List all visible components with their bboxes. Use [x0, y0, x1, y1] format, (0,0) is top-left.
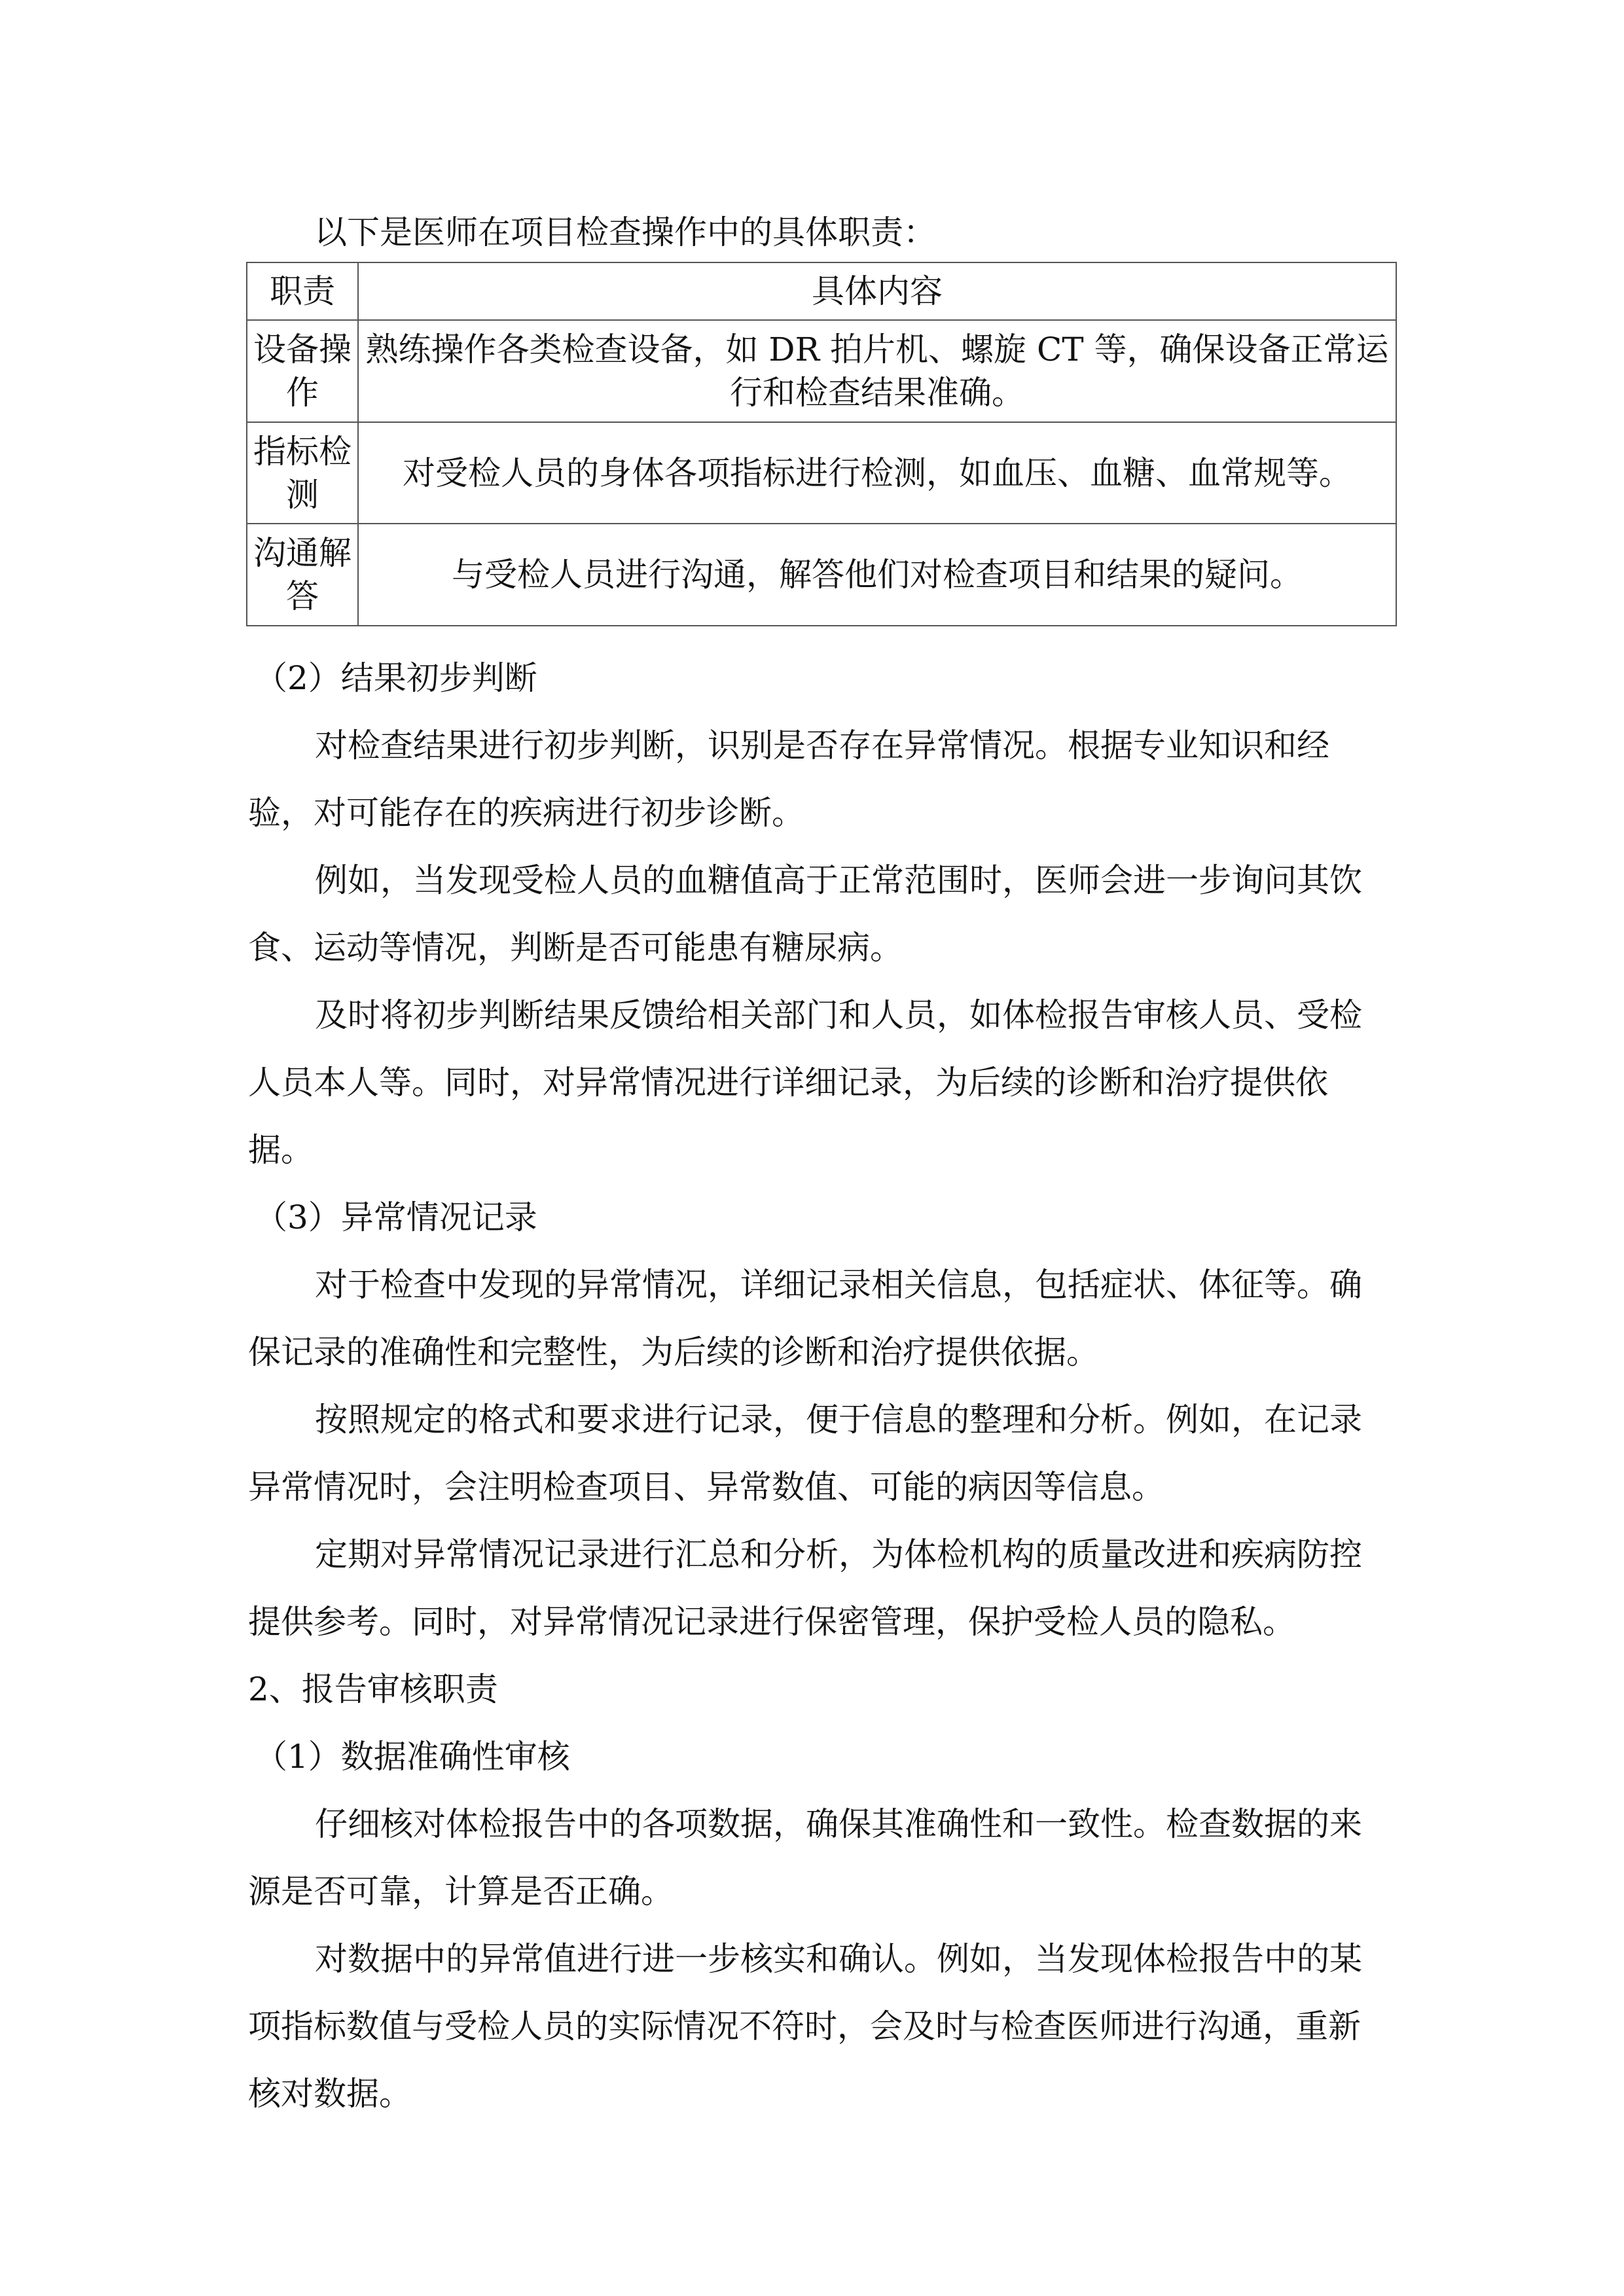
paragraph-line: 提供参考。同时，对异常情况记录进行保密管理，保护受检人员的隐私。 — [248, 1603, 1295, 1641]
content-cell: 熟练操作各类检查设备，如 DR 拍片机、螺旋 CT 等，确保设备正常运行和检查结果准确。 — [358, 320, 1396, 422]
paragraph-line: 验，对可能存在的疾病进行初步诊断。 — [248, 794, 804, 832]
paragraph-line: 仔细核对体检报告中的各项数据，确保其准确性和一致性。检查数据的来 — [315, 1805, 1362, 1843]
paragraph-line: 食、运动等情况，判断是否可能患有糖尿病。 — [248, 929, 903, 967]
section-heading: （1）数据准确性审核 — [255, 1738, 570, 1776]
paragraph-line: 保记录的准确性和完整性，为后续的诊断和治疗提供依据。 — [248, 1333, 1099, 1371]
paragraph-line: 源是否可靠，计算是否正确。 — [248, 1873, 674, 1910]
paragraph-line: 人员本人等。同时，对异常情况进行详细记录，为后续的诊断和治疗提供依 — [248, 1064, 1328, 1102]
section-heading: （2）结果初步判断 — [255, 659, 537, 697]
paragraph-line: 例如，当发现受检人员的血糖值高于正常范围时，医师会进一步询问其饮 — [315, 861, 1362, 899]
paragraph-line: 核对数据。 — [248, 2075, 412, 2113]
paragraph-line: 按照规定的格式和要求进行记录，便于信息的整理和分析。例如，在记录 — [315, 1401, 1362, 1439]
paragraph-line: 对于检查中发现的异常情况，详细记录相关信息，包括症状、体征等。确 — [315, 1266, 1362, 1304]
table-row — [247, 524, 1396, 626]
section-heading: 2、报告审核职责 — [248, 1670, 498, 1708]
paragraph-line: 及时将初步判断结果反馈给相关部门和人员，如体检报告审核人员、受检 — [315, 996, 1362, 1034]
role-cell: 指标检测 — [247, 422, 358, 524]
paragraph-line: 据。 — [248, 1131, 314, 1169]
header-role: 职责 — [247, 262, 358, 320]
role-cell: 设备操作 — [247, 320, 358, 422]
paragraph-line: 异常情况时，会注明检查项目、异常数值、可能的病因等信息。 — [248, 1468, 1164, 1506]
content-cell: 对受检人员的身体各项指标进行检测，如血压、血糖、血常规等。 — [358, 422, 1396, 524]
paragraph-line: 定期对异常情况记录进行汇总和分析，为体检机构的质量改进和疾病防控 — [315, 1535, 1362, 1573]
paragraph-line: 对数据中的异常值进行进一步核实和确认。例如，当发现体检报告中的某 — [315, 1940, 1362, 1978]
duties-table — [246, 262, 1397, 626]
paragraph-line: 对检查结果进行初步判断，识别是否存在异常情况。根据专业知识和经 — [315, 726, 1329, 764]
section-heading: （3）异常情况记录 — [255, 1198, 537, 1236]
intro-text: 以下是医师在项目检查操作中的具体职责： — [314, 213, 936, 251]
content-cell: 与受检人员进行沟通，解答他们对检查项目和结果的疑问。 — [358, 524, 1396, 626]
table-header-row — [247, 262, 1396, 320]
paragraph-line: 项指标数值与受检人员的实际情况不符时，会及时与检查医师进行沟通，重新 — [248, 2007, 1361, 2045]
header-content: 具体内容 — [358, 262, 1396, 320]
document-body — [248, 645, 1390, 2128]
table-row — [247, 320, 1396, 422]
table-row — [247, 422, 1396, 524]
role-cell: 沟通解答 — [247, 524, 358, 626]
